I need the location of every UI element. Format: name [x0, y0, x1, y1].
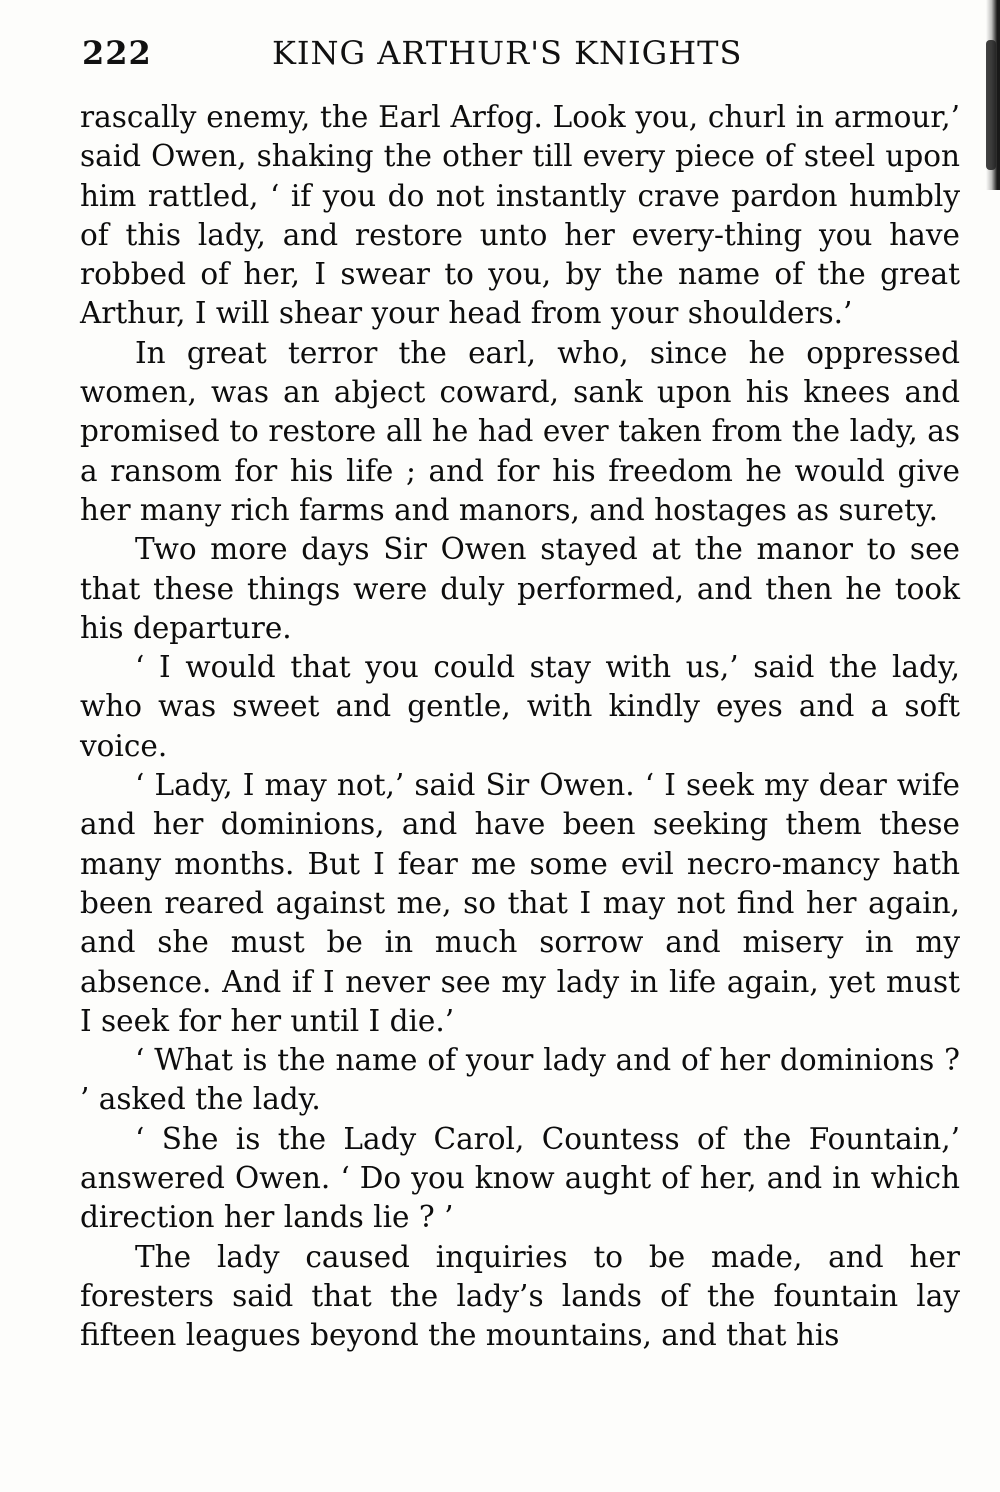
paragraph-8: The lady caused inquiries to be made, and her foresters said that the lady’s lands of the fountain lay fifteen leagues beyond the mountains, and that his	[80, 1239, 960, 1353]
running-title: KING ARTHUR'S KNIGHTS	[272, 34, 743, 72]
paragraph-6: ‘ What is the name of your lady and of her dominions ? ’ asked the lady.	[80, 1043, 960, 1117]
page-number: 222	[82, 34, 152, 72]
page-edge-binding	[986, 40, 996, 170]
paragraph-2: In great terror the earl, who, since he oppressed women, was an abject coward, sank upon his knees and promised to restore all he had ever taken from the lady, as a ransom for his life ; and for his freedom he would give her many rich farms and manors, and hostages as surety.	[80, 335, 960, 527]
paragraph-3: Two more days Sir Owen stayed at the manor to see that these things were duly performed, and then he took his departure.	[80, 532, 960, 645]
paragraph-5: ‘ Lady, I may not,’ said Sir Owen. ‘ I seek my dear wife and her dominions, and have been seeking them these many months. But I fear me some evil necro-mancy hath been reared against me, so that I may not find her again, and she must be in much sorrow and misery in my absence. And if I never see my lady in life again, yet must I seek for her until I die.’	[80, 768, 960, 1038]
paragraph-1: rascally enemy, the Earl Arfog. Look you, churl in armour,’ said Owen, shaking the other till every piece of steel upon him rattled, ‘ if you do not instantly crave pardon humbly of this lady, and restore unto her every-thing you have robbed of her, I swear to you, by the name of the great Arthur, I will shear your head from your shoulders.’	[80, 100, 960, 331]
paragraph-4: ‘ I would that you could stay with us,’ said the lady, who was sweet and gentle, with kindly eyes and a soft voice.	[80, 650, 960, 763]
page-header	[82, 30, 962, 80]
body-text	[80, 98, 960, 1356]
paragraph-7: ‘ She is the Lady Carol, Countess of the Fountain,’ answered Owen. ‘ Do you know aught of her, and in which direction her lands lie ? ’	[80, 1121, 960, 1235]
